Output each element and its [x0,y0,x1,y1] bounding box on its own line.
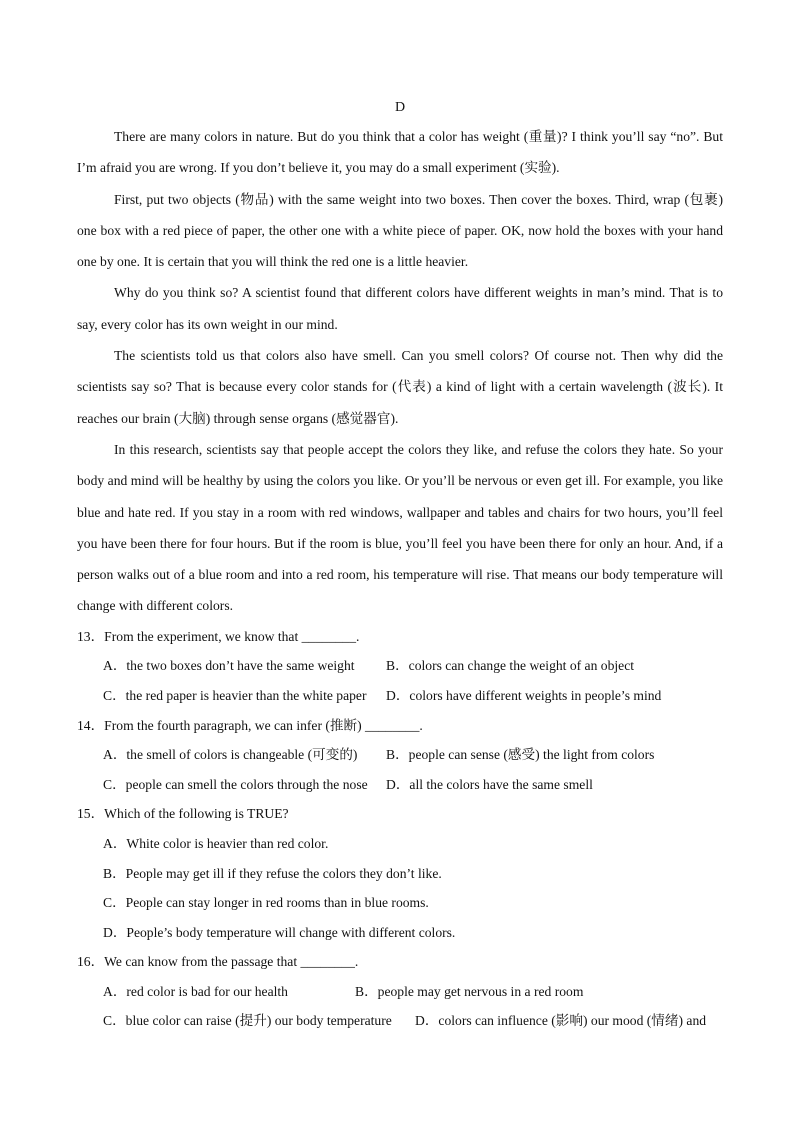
question-13-stem: 13．From the experiment, we know that ________. [77,628,360,644]
question-13-option-c: C．the red paper is heavier than the white paper [103,687,367,703]
question-13-option-a: A．the two boxes don’t have the same weight [103,658,355,674]
question-15-option-c: C．People can stay longer in red rooms than in blue rooms. [103,895,429,911]
question-15-option-row-a [77,829,723,859]
question-15-option-d: D．People’s body temperature will change with different colors. [103,924,456,940]
question-14-options-row-1 [77,740,723,770]
question-15-stem: 15．Which of the following is TRUE? [77,806,289,822]
question-14-option-b: B．people can sense (感受) the light from colors [386,747,655,763]
question-13-option-d: D．colors have different weights in people’s mind [386,687,662,703]
question-15-option-row-d [77,918,723,948]
question-16-options-row-1 [77,977,723,1007]
question-15-option-b: B．People may get ill if they refuse the colors they don’t like. [103,865,442,881]
document-page [77,95,723,1036]
question-14-option-a: A．the smell of colors is changeable (可变的) [103,747,358,763]
question-15-option-row-b [77,859,723,889]
passage-paragraph-3: Why do you think so? A scientist found that different colors have different weights in man’s mind. That is to say, every color has its own weight in our mind. [77,285,723,332]
question-16-option-c: C．blue color can raise (提升) our body temperature [103,1013,392,1029]
passage-paragraph-1: There are many colors in nature. But do you think that a color has weight (重量)? I think you’ll say “no”. But I’m afraid you are wrong. If you don’t believe it, you may do a small experiment (实验). [77,129,723,176]
passage-paragraph-4: The scientists told us that colors also have smell. Can you smell colors? Of course not. Then why did the scientists say so? That is because every color stands for (代表) a kind of light with a certain wavelength (波长). It reaches our brain (大脑) through sense organs (感觉器官). [77,348,723,426]
question-13-options-row-2 [77,681,723,711]
question-15-option-row-c [77,888,723,918]
passage-paragraph-5: In this research, scientists say that people accept the colors they like, and refuse the colors they hate. So your body and mind will be healthy by using the colors you like. Or you’ll be nervous or even get ill. For example, you like blue and hate red. If you stay in a room with red windows, wallpaper and tables and chairs for two hours, you’ll feel you have been there for four hours. But if the room is blue, you’ll feel you have been there for only an hour. And, if a person walks out of a blue room and into a red room, his temperature will rise. That means our body temperature will change with different colors. [77,441,723,614]
question-16-option-b: B．people may get nervous in a red room [355,983,584,999]
question-16-options-row-2 [77,1006,723,1036]
question-14-stem: 14．From the fourth paragraph, we can infer (推断) ________. [77,717,423,733]
question-15-option-a: A．White color is heavier than red color. [103,835,329,851]
question-14-option-d: D．all the colors have the same smell [386,776,593,792]
question-13-options-row-1 [77,651,723,681]
question-16-option-d: D．colors can influence (影响) our mood (情绪) and [415,1013,707,1029]
passage-paragraph-2: First, put two objects (物品) with the same weight into two boxes. Then cover the boxes. Third, wrap (包裹) one box with a red piece of paper, the other one with a white piece of paper. OK, now hold the boxes with your hand one by one. It is certain that you will think the red one is a little heavier. [77,191,723,270]
question-14-option-c: C．people can smell the colors through the nose [103,776,368,792]
question-16-option-a: A．red color is bad for our health [103,983,288,999]
question-14-options-row-2 [77,770,723,800]
section-title: D [394,100,406,115]
question-16-stem: 16．We can know from the passage that ________. [77,954,359,970]
question-13-option-b: B．colors can change the weight of an object [386,658,634,674]
